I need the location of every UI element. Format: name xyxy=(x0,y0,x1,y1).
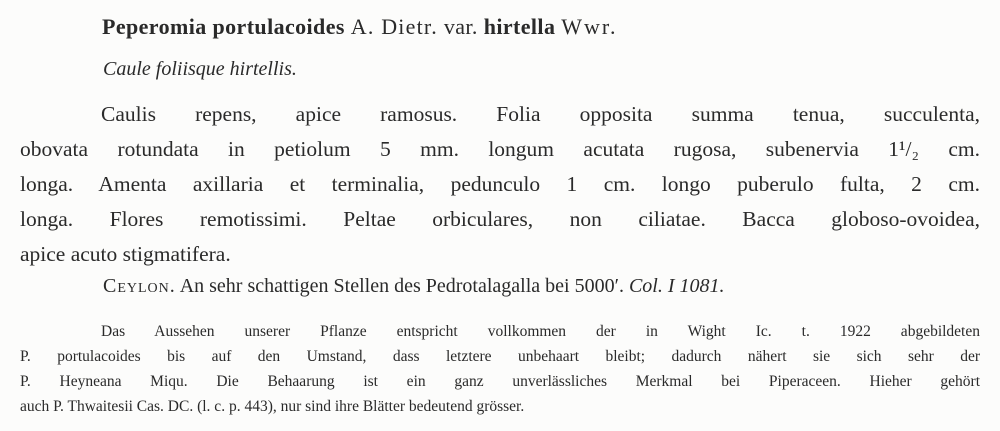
description-line: apice acuto stigmatifera. xyxy=(20,242,231,266)
variety-label: var. xyxy=(443,14,478,39)
note-paragraph xyxy=(20,319,980,419)
description-line: longa. Flores remotissimi. Peltae orbiculares, non ciliatae. Bacca globoso-ovoidea, xyxy=(20,207,980,231)
description-line: longa. Amenta axillaria et terminalia, pedunculo 1 cm. longo puberulo fulta, 2 cm. xyxy=(20,172,980,196)
locality-country: Ceylon. xyxy=(103,275,176,297)
variety-author: Wwr. xyxy=(561,14,618,39)
description-paragraph xyxy=(20,97,980,272)
note-line: P. Heyneana Miqu. Die Behaarung ist ein ganz unverlässliches Merkmal bei Piperaceen. Hieher gehört xyxy=(20,373,980,390)
note-line: auch P. Thwaitesii Cas. DC. (l. c. p. 443), nur sind ihre Blätter bedeutend grösser. xyxy=(20,398,525,415)
locality-line xyxy=(103,275,725,298)
note-line: P. portulacoides bis auf den Umstand, dass letztere unbehaart bleibt; dadurch nähert sie sich sehr der xyxy=(20,348,980,365)
species-heading xyxy=(102,14,618,40)
note-line: Das Aussehen unserer Pflanze entspricht vollkommen der in Wight Ic. t. 1922 abgebildeten xyxy=(101,323,980,340)
variety-name: hirtella xyxy=(483,14,556,39)
locality-text: An sehr schattigen Stellen des Pedrotalagalla bei 5000′. xyxy=(179,275,624,297)
diagnosis-text: Caule foliisque hirtellis. xyxy=(103,58,297,80)
description-line: obovata rotundata in petiolum 5 mm. longum acutata rugosa, subenervia 1¹/₂ cm. xyxy=(20,137,980,161)
description-line: Caulis repens, apice ramosus. Folia opposita summa tenua, succulenta, xyxy=(101,102,980,126)
species-author: A. Dietr. xyxy=(350,14,438,39)
collection-number: Col. I 1081. xyxy=(628,275,725,297)
species-name: Peperomia portulacoides xyxy=(102,14,345,39)
